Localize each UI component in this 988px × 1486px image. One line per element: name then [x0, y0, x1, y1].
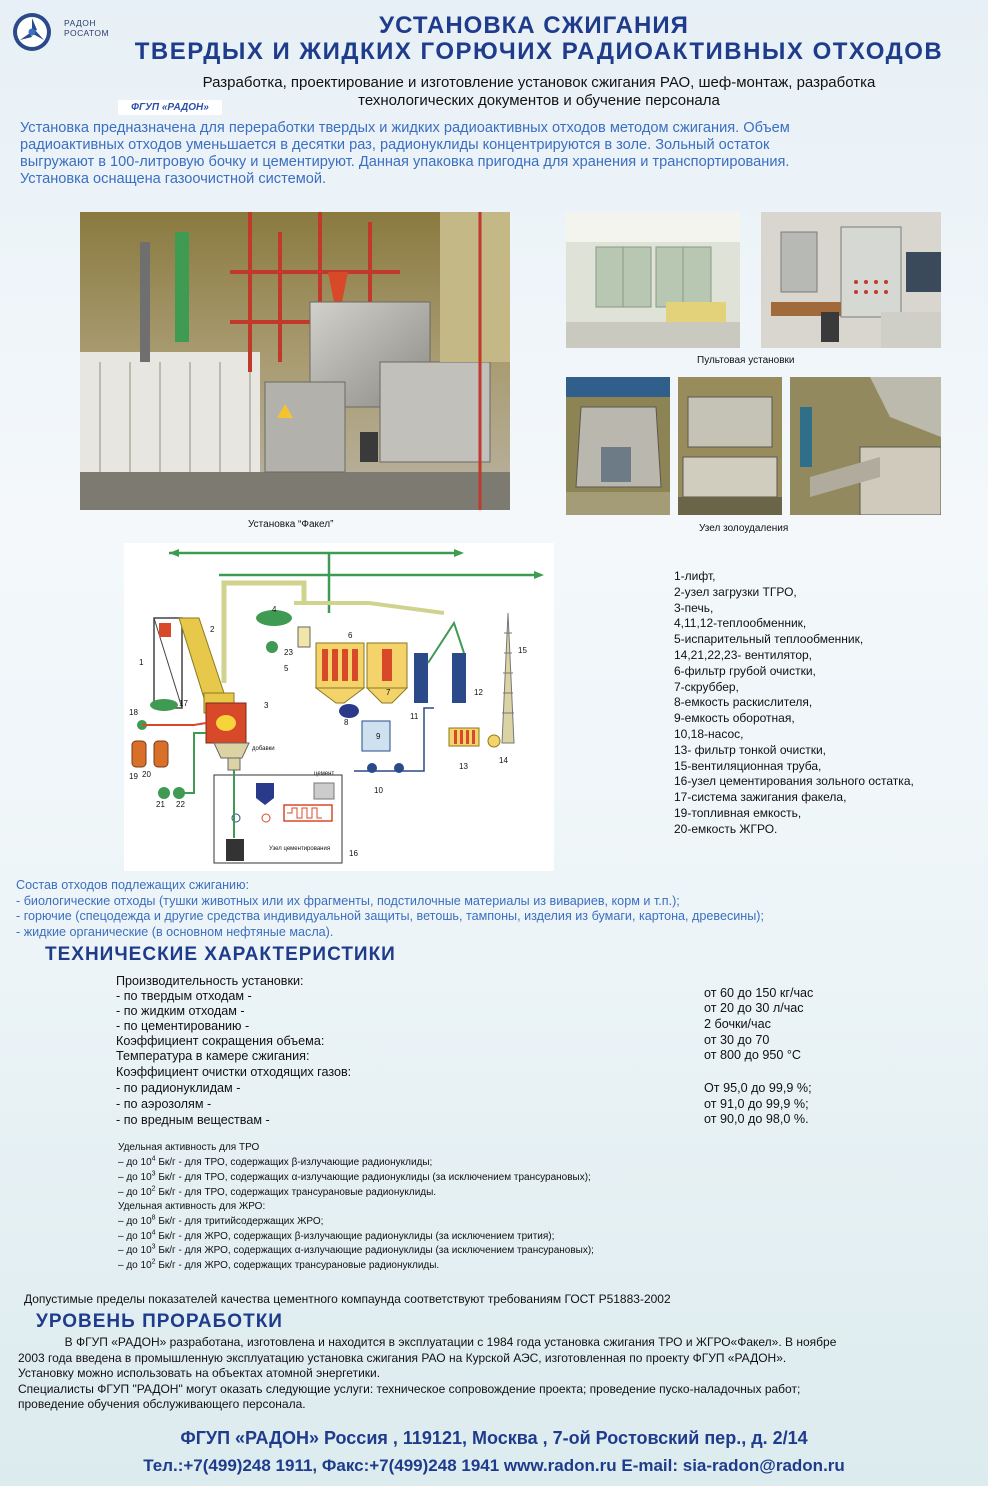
diagram-label-20: 20 — [142, 770, 151, 779]
title-line-1: УСТАНОВКА СЖИГАНИЯ — [379, 12, 689, 39]
legend-item: 7-скруббер, — [674, 679, 739, 694]
spec-value: От 95,0 до 99,9 %; — [704, 1081, 812, 1095]
intro-line: выгружают в 100-литровую бочку и цементируют. Данная упаковка пригодна для хранения и транспортирования. — [20, 154, 790, 170]
legend-item: 20-емкость ЖГРО. — [674, 821, 778, 836]
spec-label: Производительность установки: — [116, 974, 304, 988]
legend-item: 3-печь, — [674, 600, 714, 615]
ash-unit-photo-1 — [566, 377, 670, 515]
legend-item: 14,21,22,23- вентилятор, — [674, 647, 813, 662]
development-line: В ФГУП «РАДОН» разработана, изготовлена и находится в эксплуатации с 1984 года установка сжигания ТРО и ЖГРО«Факел». В ноябре — [18, 1335, 837, 1349]
diagram-text-additives: добавки — [252, 746, 275, 752]
caption-ash-unit: Узел золоудаления — [699, 523, 789, 534]
activity-tro-title: Удельная активность для ТРО — [118, 1142, 260, 1153]
intro-line: радиоактивных отходов уменьшается в десятки раз, радионуклиды концентрируются в золе. Зольный остаток — [20, 137, 770, 153]
diagram-label-7: 7 — [386, 688, 391, 697]
spec-label: Температура в камере сжигания: — [116, 1049, 310, 1063]
legend-item: 1-лифт, — [674, 569, 716, 583]
caption-main-photo: Установка “Факел” — [248, 519, 334, 530]
intro-line: Установка оснащена газоочистной системой. — [20, 171, 327, 187]
diagram-label-9: 9 — [376, 732, 381, 741]
spec-value: от 60 до 150 кг/час — [704, 986, 814, 1000]
spec-value: от 90,0 до 98,0 %. — [704, 1112, 809, 1126]
activity-zhro-item: – до $10^4$ Бк/г - для ЖРО, содержащих β-излучающие радионуклиды (за исключением трития); — [118, 1229, 555, 1242]
process-diagram — [124, 543, 554, 871]
spec-label: - по вредным веществам - — [116, 1113, 270, 1127]
spec-label: - по цементированию - — [116, 1019, 250, 1033]
intro-paragraph — [20, 120, 975, 188]
diagram-label-18: 18 — [129, 708, 138, 717]
activity-tro-item: – до $10^2$ Бк/г - для ТРО, содержащих трансурановые радионуклиды. — [118, 1185, 437, 1198]
development-line: Установку можно использовать на объектах атомной энергетики. — [18, 1366, 381, 1380]
main-installation-photo — [80, 212, 510, 510]
development-heading: УРОВЕНЬ ПРОРАБОТКИ — [36, 1311, 283, 1332]
development-text — [18, 1335, 978, 1413]
title-line-2: ТВЕРДЫХ И ЖИДКИХ ГОРЮЧИХ РАДИОАКТИВНЫХ ОТХОДОВ — [134, 38, 944, 65]
composition-line: - горючие (спецодежда и другие средства индивидуальной защиты, ветошь, тампоны, изделия из бумаги, картона, древесины); — [16, 909, 764, 923]
activity-tro-item: – до $10^4$ Бк/г - для ТРО, содержащих β-излучающие радионуклиды; — [118, 1155, 433, 1168]
diagram-label-8: 8 — [344, 718, 349, 727]
diagram-text-cement: цемент — [314, 771, 335, 777]
diagram-label-12: 12 — [474, 688, 483, 697]
footer-address: ФГУП «РАДОН» Россия , 119121, Москва , 7-ой Ростовский пер., д. 2/14 — [180, 1428, 808, 1448]
development-line: проведение обучения обслуживающего персонала. — [18, 1397, 306, 1411]
spec-label: - по радионуклидам - — [116, 1081, 241, 1095]
diagram-label-17: 17 — [179, 699, 188, 708]
subtitle-line-2: технологических документов и обучение персонала — [358, 92, 720, 109]
ash-unit-photo-3 — [790, 377, 941, 515]
caption-control-room: Пультовая установки — [697, 355, 795, 366]
activity-tro-item: – до $10^3$ Бк/г - для ТРО, содержащих α-излучающие радионуклиды (за исключением трансурановых); — [118, 1170, 591, 1183]
spec-value: от 20 до 30 л/час — [704, 1001, 804, 1015]
activity-zhro-item: – до $10^3$ Бк/г - для ЖРО, содержащих α-излучающие радионуклиды (за исключением трансурановых); — [118, 1243, 594, 1256]
subtitle-line-1: Разработка, проектирование и изготовление установок сжигания РАО, шеф-монтаж, разработка — [202, 74, 876, 91]
spec-label: - по аэрозолям - — [116, 1097, 212, 1111]
diagram-label-5: 5 — [284, 664, 289, 673]
diagram-label-11: 11 — [410, 712, 419, 721]
spec-value: 2 бочки/час — [704, 1017, 771, 1031]
legend-item: 10,18-насос, — [674, 726, 744, 741]
intro-line: Установка предназначена для переработки твердых и жидких радиоактивных отходов методом сжигания. Объем — [20, 120, 790, 136]
diagram-label-2: 2 — [210, 625, 215, 634]
spec-label: - по жидким отходам - — [116, 1004, 245, 1018]
legend-item: 13- фильтр тонкой очистки, — [674, 742, 826, 757]
composition-line: - жидкие органические (в основном нефтяные масла). — [16, 924, 334, 939]
diagram-text-cement-unit: Узел цементирования — [269, 846, 331, 852]
control-room-photo-2 — [761, 212, 941, 348]
legend-item: 5-испарительный теплообменник, — [674, 632, 864, 647]
composition-line: Состав отходов подлежащих сжиганию: — [16, 878, 250, 892]
activity-zhro-item: – до $10^2$ Бк/г - для ЖРО, содержащих трансурановые радионуклиды. — [118, 1258, 440, 1271]
spec-value: от 30 до 70 — [704, 1033, 770, 1047]
activity-zhro-item: – до $10^8$ Бк/г - для тритийсодержащих ЖРО; — [118, 1214, 324, 1227]
diagram-label-16: 16 — [349, 849, 358, 858]
legend-item: 6-фильтр грубой очистки, — [674, 663, 816, 678]
footer-contacts: Тел.:+7(499)248 1911, Факс:+7(499)248 1941 www.radon.ru E-mail: sia-radon@radon.ru — [143, 1456, 845, 1475]
ash-unit-photo-2 — [678, 377, 782, 515]
diagram-label-21: 21 — [156, 800, 165, 809]
waste-composition — [16, 878, 764, 940]
development-line: 2003 года введена в промышленную эксплуатацию установка сжигания РАО на Курской АЭС, изготовленная по проекту ФГУП «РАДОН». — [18, 1350, 787, 1365]
gost-note: Допустимые пределы показателей качества цементного компаунда соответствуют требованиям ГОСТ Р51883-2002 — [24, 1292, 671, 1306]
diagram-label-23: 23 — [284, 648, 293, 657]
diagram-label-15: 15 — [518, 646, 527, 655]
diagram-label-14: 14 — [499, 756, 508, 765]
spec-label: - по твердым отходам - — [116, 989, 252, 1003]
legend-item: 4,11,12-теплообменник, — [674, 616, 807, 631]
spec-label: Коэффициент сокращения объема: — [116, 1034, 325, 1048]
tech-heading: ТЕХНИЧЕСКИЕ ХАРАКТЕРИСТИКИ — [45, 944, 396, 965]
diagram-label-6: 6 — [348, 631, 353, 640]
activity-zhro-title: Удельная активность для ЖРО: — [118, 1201, 266, 1212]
development-line: Специалисты ФГУП "РАДОН" могут оказать следующие услуги: техническое сопровождение проекта; проведение пуско-наладочных работ; — [18, 1381, 801, 1396]
diagram-legend — [674, 569, 914, 838]
logo-line-1: РАДОН — [64, 18, 97, 28]
diagram-label-10: 10 — [374, 786, 383, 795]
legend-item: 9-емкость оборотная, — [674, 711, 795, 726]
spec-label: Коэффициент очистки отходящих газов: — [116, 1065, 352, 1079]
legend-item: 2-узел загрузки ТГРО, — [674, 584, 797, 599]
diagram-label-3: 3 — [264, 701, 269, 710]
legend-item: 16-узел цементирования зольного остатка, — [674, 774, 914, 789]
legend-item: 17-система зажигания факела, — [674, 790, 847, 805]
diagram-label-1: 1 — [139, 658, 144, 667]
logo-line-2: РОСАТОМ — [64, 28, 110, 38]
legend-item: 15-вентиляционная труба, — [674, 758, 822, 773]
diagram-label-4: 4 — [272, 605, 277, 614]
diagram-label-13: 13 — [459, 762, 468, 771]
composition-line: - биологические отходы (тушки животных или их фрагменты, подстилочные материалы из вивариев, корм и т.п.); — [16, 893, 680, 908]
spec-value: от 800 до 950 °С — [704, 1048, 801, 1062]
control-room-photo-1 — [566, 212, 740, 348]
legend-item: 19-топливная емкость, — [674, 805, 802, 820]
legend-item: 8-емкость раскислителя, — [674, 695, 813, 710]
diagram-label-22: 22 — [176, 800, 185, 809]
org-badge: ФГУП «РАДОН» — [118, 100, 222, 115]
diagram-label-19: 19 — [129, 772, 138, 781]
spec-value: от 91,0 до 99,9 %; — [704, 1097, 809, 1111]
